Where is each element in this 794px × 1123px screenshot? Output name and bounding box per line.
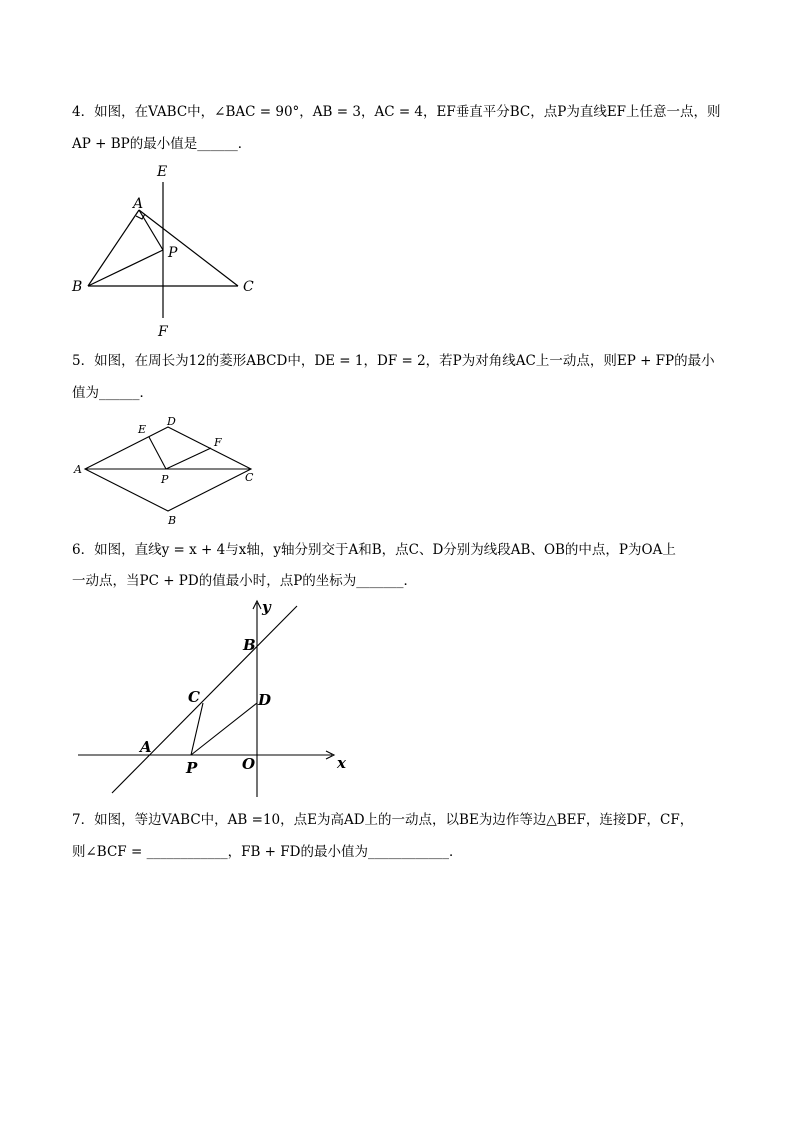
problem-5-text-line1: 5．如图，在周长为12的菱形ABCD中，DE = 1，DF = 2，若P为对角线AC上一动点，则EP + FP的最小 — [72, 353, 715, 369]
label-o: O — [242, 755, 256, 773]
label-p: P — [186, 759, 198, 777]
label-a: A — [74, 463, 82, 476]
label-b: B — [168, 514, 177, 527]
label-x: x — [337, 754, 346, 772]
problem-4-text-line1: 4．如图，在VABC中，∠BAC = 90°，AB = 3，AC = 4，EF垂直平分BC，点P为直线EF上任意一点，则 — [72, 104, 721, 120]
problem-5-text-line2: 值为______． — [72, 385, 153, 401]
label-d: D — [167, 415, 176, 428]
problem-4-text-line2: AP + BP的最小值是______． — [72, 136, 252, 152]
problem-7-text-line2: 则∠BCF = ____________，FB + FD的最小值为____________． — [72, 844, 463, 860]
label-c: C — [243, 279, 254, 295]
problem-7-text-line1: 7．如图，等边VABC中，AB =10，点E为高AD上的一动点，以BE为边作等边△BEF，连接DF，CF， — [72, 812, 694, 828]
label-y: y — [262, 598, 271, 616]
label-a: A — [140, 738, 152, 756]
label-p: P — [168, 245, 178, 261]
label-b: B — [243, 636, 256, 654]
label-f: F — [214, 436, 222, 449]
label-e: E — [157, 164, 168, 180]
label-c: C — [188, 688, 200, 706]
problem-6-text-line1: 6．如图，直线y = x + 4与x轴，y轴分别交于A和B，点C、D分别为线段AB、OB的中点，P为OA上 — [72, 542, 676, 558]
label-d: D — [258, 691, 272, 709]
label-b: B — [72, 279, 83, 295]
problem-6-text-line2: 一动点，当PC + PD的值最小时，点P的坐标为_______． — [72, 573, 418, 589]
label-p: P — [161, 473, 169, 486]
label-f: F — [158, 324, 168, 340]
label-e: E — [138, 423, 147, 436]
label-a: A — [133, 196, 144, 212]
label-c: C — [245, 471, 254, 484]
